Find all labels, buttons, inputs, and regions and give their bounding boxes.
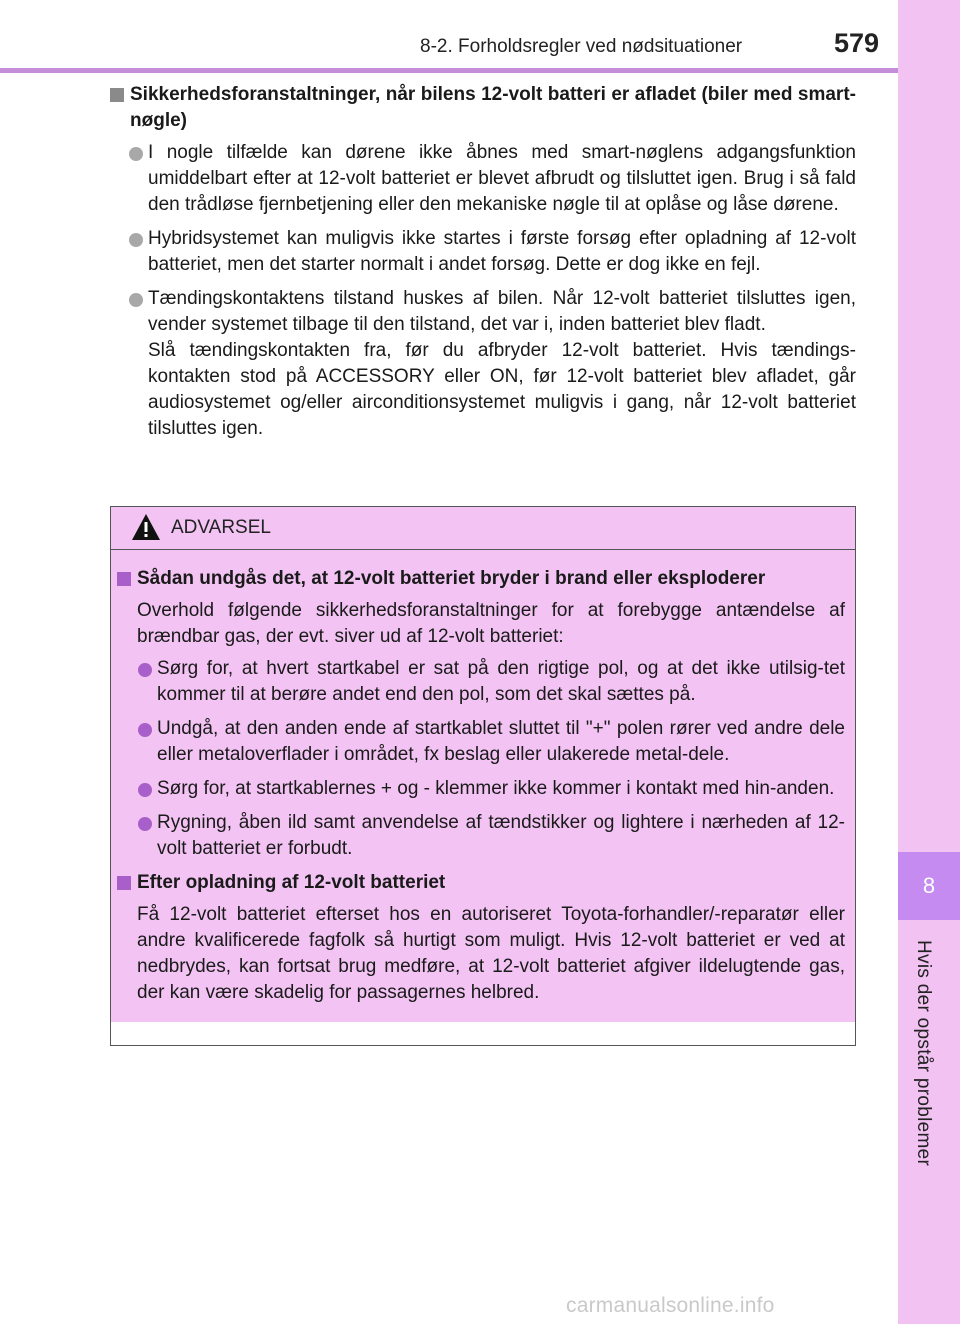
- warning-list-item: [117, 776, 845, 802]
- list-item-text: Tændingskontaktens tilstand huskes af bilen. Når 12-volt batteriet tilsluttes igen, vender systemet tilbage til den tilstand, det var i, inden batteriet blev fladt.: [148, 288, 856, 335]
- section-heading: [110, 82, 856, 134]
- circle-bullet-icon: [129, 233, 143, 247]
- main-content: [110, 82, 856, 450]
- circle-bullet-icon: [129, 147, 143, 161]
- list-item-text: I nogle tilfælde kan dørene ikke åbnes med smart-nøglens adgangsfunktion umiddelbart efter at 12-volt batteriet er blevet afbrudt og tilsluttet igen. Brug i så fald den trådløse fjernbetjening eller den mekaniske nøgle til at oplåse og låse dørene.: [148, 142, 856, 215]
- page-number: 579: [834, 28, 880, 58]
- warning-list-item: [117, 656, 845, 708]
- square-bullet-icon: [117, 572, 131, 586]
- warning-subheading-text: Efter opladning af 12-volt batteriet: [137, 872, 446, 893]
- chapter-number-tab: 8: [898, 852, 960, 920]
- watermark: carmanualsonline.info: [566, 1294, 775, 1317]
- warning-intro: Overhold følgende sikkerhedsforanstaltninger for at forebygge antændelse af brændbar gas, der evt. siver ud af 12-volt batteriet:: [137, 600, 845, 647]
- square-bullet-icon: [117, 876, 131, 890]
- warning-box: [110, 506, 856, 1046]
- warning-subheading-text: Sådan undgås det, at 12-volt batteriet bryder i brand eller eksploderer: [137, 568, 766, 589]
- warning-list-item-text: Sørg for, at hvert startkabel er sat på den rigtige pol, og at det ikke utilsig-tet kommer til at berøre andet end den pol, som det skal sættes på.: [157, 658, 845, 705]
- warning-body: [111, 550, 855, 1022]
- circle-bullet-icon: [138, 783, 152, 797]
- circle-bullet-icon: [138, 817, 152, 831]
- warning-label: ADVARSEL: [171, 517, 271, 538]
- circle-bullet-icon: [138, 723, 152, 737]
- list-item: [110, 140, 856, 218]
- warning-list-item: [117, 810, 845, 862]
- warning-list-item-text: Rygning, åben ild samt anvendelse af tændstikker og lightere i nærheden af 12-volt batteriet er forbudt.: [157, 812, 845, 859]
- list-item: [110, 226, 856, 278]
- warning-subheading: [117, 870, 845, 896]
- warning-list-item-text: Sørg for, at startkablernes + og - klemmer ikke kommer i kontakt med hin-anden.: [157, 778, 835, 799]
- list-item-text: Hybridsystemet kan muligvis ikke startes i første forsøg efter opladning af 12-volt batteriet, men det starter normalt i andet forsøg. Dette er dog ikke en fejl.: [148, 228, 856, 275]
- list-item-text-continued: Slå tændingskontakten fra, før du afbryder 12-volt batteriet. Hvis tændings-kontakten stod på ACCESSORY eller ON, før 12-volt batteriet blev afladet, går audiosystemet og/eller airconditionsystemet muligvis i gang, når 12-volt batteriet tilsluttes igen.: [148, 340, 856, 439]
- chapter-label: Hvis der opstår problemer: [913, 940, 934, 1167]
- warning-list-item-text: Undgå, at den anden ende af startkablet sluttet til "+" polen rører ved andre dele eller metaloverflader i området, fx beslag eller ulakerede metal-dele.: [157, 718, 845, 765]
- square-bullet-icon: [110, 88, 124, 102]
- warning-header: [111, 507, 855, 550]
- circle-bullet-icon: [138, 663, 152, 677]
- warning-subheading: [117, 566, 845, 592]
- circle-bullet-icon: [129, 293, 143, 307]
- header-section-title: 8-2. Forholdsregler ved nødsituationer: [420, 36, 743, 57]
- warning-list-item: [117, 716, 845, 768]
- warning-paragraph: Få 12-volt batteriet efterset hos en autoriseret Toyota-forhandler/-reparatør eller andre kvalificerede fagfolk så hurtigt som muligt. Hvis 12-volt batteriet er ved at nedbrydes, kan fortsat brug medføre, at 12-volt batteriet afgiver ildelugtende gas, der kan være skadelig for passagernes helbred.: [137, 904, 845, 1003]
- section-heading-text: Sikkerhedsforanstaltninger, når bilens 12-volt batteri er afladet (biler med smart-nøgle): [130, 84, 856, 131]
- warning-triangle-icon: [131, 513, 161, 541]
- list-item: [110, 286, 856, 442]
- header-divider: [0, 68, 898, 73]
